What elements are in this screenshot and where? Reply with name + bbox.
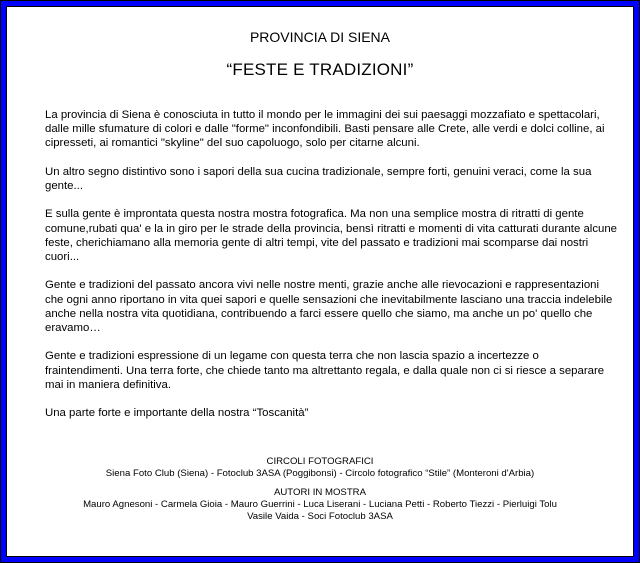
exhibition-title: “FESTE E TRADIZIONI” xyxy=(226,60,414,79)
body-text xyxy=(45,108,617,435)
paragraph-traditions: Gente e tradizioni del passato ancora vivi nelle nostre menti, grazie anche alle rievocazioni e rappresentazioni che ogni anno riportano in vita quei sapori e quelle sensazioni che inevitabilmente lasciano una traccia indelebile anche nella nostra vita quotidiana, contribuendo a farci essere quello che siamo, ma anche un po' quello che eravamo… xyxy=(45,279,613,334)
paragraph-land: Gente e tradizioni espressione di un legame con questa terra che non lascia spazio a incertezze o fraintendimenti. Una terra forte, che chiede tanto ma altrettanto regala, e dalla quale non ci si riesce a separare mai in maniera definitiva. xyxy=(45,350,605,391)
paragraph-exhibition: E sulla gente è improntata questa nostra mostra fotografica. Ma non una semplice mostra di ritratti di gente comune,rubati qua' e la in giro per le strade della provincia, bensì ritratti e momenti di vita catturati durante alcune feste, cherichiamano alla memoria gente di altri tempi, vite del passato e tradizioni mai scomparse dai nostri cuori... xyxy=(45,208,618,263)
credits xyxy=(0,456,640,523)
clubs-list: Siena Foto Club (Siena) - Fotoclub 3ASA (Poggibonsi) - Circolo fotografico “Stile” (Monteroni d'Arbia) xyxy=(105,468,535,479)
authors-line-1: Mauro Agnesoni - Carmela Gioia - Mauro Guerrini - Luca Liserani - Luciana Petti - Roberto Tiezzi - Pierluigi Tolu xyxy=(83,499,557,510)
paragraph-cuisine: Un altro segno distintivo sono i sapori della sua cucina tradizionale, sempre forti, genuini veraci, come la sua gente... xyxy=(45,165,592,192)
paragraph-closing: Una parte forte e importante della nostra “Toscanità” xyxy=(45,407,309,420)
authors-heading: AUTORI IN MOSTRA xyxy=(273,487,367,498)
province-heading: PROVINCIA DI SIENA xyxy=(249,29,391,45)
paragraph-intro: La provincia di Siena è conosciuta in tutto il mondo per le immagini dei sui paesaggi mozzafiato e spettacolari, dalle mille sfumature di colori e dalle "forme" inconfondibili. Basti pensare alle Crete, alle verdi e dolci colline, ai cipresseti, ai romantici "skyline" del suo capoluogo, solo per citarne alcuni. xyxy=(45,109,605,150)
authors-line-2: Vasile Vaida - Soci Fotoclub 3ASA xyxy=(247,511,393,522)
clubs-heading: CIRCOLI FOTOGRAFICI xyxy=(266,456,374,467)
